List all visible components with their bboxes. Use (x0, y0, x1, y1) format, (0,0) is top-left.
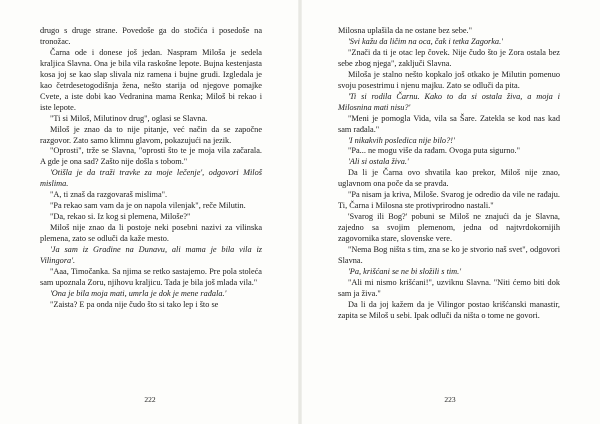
paragraph: "Ali mi nismo krišćani!", uzviknu Slavna. "Niti ćemo biti dok sam ja živa." (338, 277, 560, 298)
right-page-body (338, 26, 560, 322)
paragraph: "Da, rekao si. Iz kog si plemena, Miloše?" (50, 212, 191, 222)
paragraph: "Aaa, Timočanka. Sa njima se retko sastajemo. Pre pola stoleća sam upoznala Zoru, njihovu kraljicu. Tada je bila još mlada vila." (40, 266, 262, 287)
paragraph: "Oprosti", trže se Slavna, "oprosti što te je moja vila začarala. A gde je ona sad? Zašto nije došla s tobom." (40, 146, 262, 167)
paragraph: 'I nikakvih posledica nije bilo?!' (348, 135, 455, 145)
paragraph: Da li da joj kažem da je Vilingor postao krišćanski manastir, zapita se Miloš u sebi. Ipak odluči da ništa o tome ne govori. (338, 299, 560, 320)
paragraph: "Ti si Miloš, Milutinov drug", oglasi se Slavna. (50, 113, 208, 123)
paragraph: 'Pa, krišćani se ne bi složili s tim.' (348, 266, 462, 276)
paragraph: "A, ti znaš da razgovaraš mislima". (50, 190, 168, 200)
paragraph: "Zaista? E pa onda nije čudo što si tako lep i što se (50, 299, 219, 309)
paragraph: "Meni je pomogla Vida, vila sa Šare. Zatekla se kod nas kad sam rađala." (338, 113, 560, 134)
paragraph: 'Ti si rodila Čarnu. Kako to da si ostala živa, a moja i Milosnina mati nisu?' (338, 91, 560, 112)
paragraph: 'Svarog ili Bog?' pobuni se Miloš ne znajući da je Slavna, zajedno sa svojim plemenom, jedna od najtvrdokornijih zagovornika stare, slovenske vere. (338, 212, 560, 244)
paragraph: Miloš nije znao da li postoje neki posebni nazivi za vilinska plemena, zato se odluči da kaže mesto. (40, 223, 262, 244)
paragraph: 'Ali si ostala živa.' (348, 157, 409, 167)
paragraph: Da li je Čarna ovo shvatila kao prekor, Miloš nije znao, uglavnom ona poče da se pravda. (338, 168, 560, 189)
right-page-number: 223 (444, 395, 456, 404)
right-page (300, 0, 600, 424)
paragraph: "Znači da ti je otac lep čovek. Nije čudo što je Zora ostala bez sebe zbog njega", zaključi Slavna. (338, 47, 560, 68)
left-page-number: 222 (144, 395, 156, 404)
paragraph: "Pa... ne mogu više da rađam. Ovoga puta sigurno." (348, 146, 520, 156)
paragraph: Čarna ode i donese još jedan. Naspram Miloša je sedela kraljica Slavna. Ona je bila vila raskošne lepote. Bujna kestenjasta kosa joj se kao slap slivala niz ramena i bujne grudi. Izgledala je kao četrdesetogodišnja žena, nešto starija od njegove pomajke Cvete, a iste dobi kao Vedranina mama Renka; Miloš bi rekao i iste lepote. (40, 47, 262, 112)
paragraph: Miloš je znao da to nije pitanje, već način da se započne razgovor. Zato samo klimnu glavom, pokazujući na jezik. (40, 124, 262, 145)
left-page-body (40, 26, 262, 311)
paragraph: "Nema Bog ništa s tim, zna se ko je stvorio naš svet", odgovori Slavna. (338, 245, 560, 266)
paragraph: 'Svi kažu da ličim na oca, čak i tetka Zagorka.' (348, 36, 503, 46)
paragraph: "Pa nisam ja kriva, Miloše. Svarog je odredio da vile ne rađaju. Ti, Čarna i Milosna ste protivprirodno nastali." (338, 190, 560, 211)
paragraph: "Pa rekao sam vam da je on napola vilenjak", reče Milutin. (50, 201, 246, 211)
paragraph: 'Ona je bila moja mati, umrla je dok je mene rađala.' (50, 288, 227, 298)
paragraph: drugo s druge strane. Povedoše ga do stočića i posedoše na tronožac. (40, 26, 262, 46)
paragraph: Milosna uplašila da ne ostane bez sebe." (338, 26, 473, 35)
paragraph: Miloša je stalno nešto kopkalo još otkako je Milutin pomenuo svoju posestrimu i njenu majku. Zato se odluči da pita. (338, 69, 560, 90)
paragraph: 'Ja sam iz Gradine na Dunavu, ali mama je bila vila iz Vilingora'. (40, 245, 262, 266)
paragraph: 'Otišla je da traži travke za moje lečenje', odgovori Miloš mislima. (40, 168, 262, 189)
